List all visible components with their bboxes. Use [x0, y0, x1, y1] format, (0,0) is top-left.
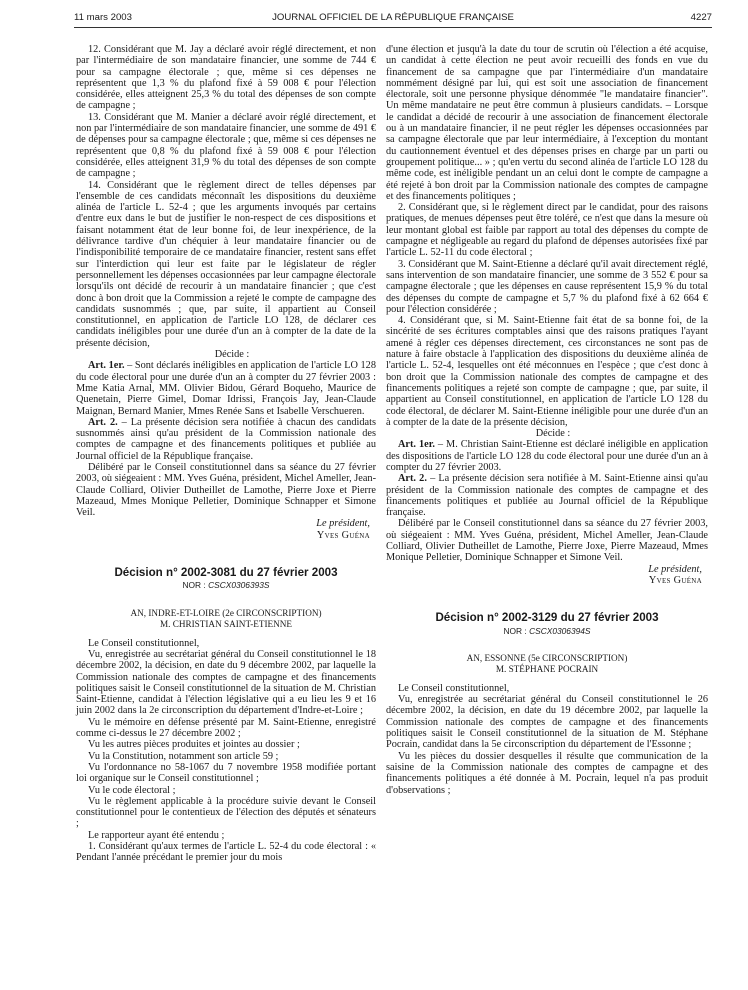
signature-title: Le président, [648, 563, 702, 575]
paragraph-continued: d'une élection et jusqu'à la date du tour de scrutin où l'élection a été acquise, un candidat à cette élection ne peut avoir recueilli des fonds en vue du financement de sa campagne que par l'intermédiaire d'un mandataire nommément désigné par lui, qui est soit une association de financement électorale, soit une personne physique dénommée "le mandataire financier". Un même mandataire ne peut être commun à plusieurs candidats. – Lorsque le candidat a décidé de recourir à une association de financement électorale ou à un mandataire financier, il ne peut régler les dépenses occasionnées par sa campagne électorale que par leur intermédiaire, à l'exception du montant du cautionnement éventuel et des dépenses prises en charge par un parti ou groupement politique... » ; qu'en vertu du second alinéa de l'article LO 128 du même code, est inéligible pendant un an celui dont le compte de campagne a été rejeté à bon droit par la Commission nationale des comptes de campagne et des financements politiques ; [386, 44, 708, 202]
body-paragraph: Vu le mémoire en défense présenté par M. Saint-Etienne, enregistré comme ci-dessus le 27 décembre 2002 ; [76, 716, 376, 740]
paragraph-2: 2. Considérant que, si le règlement direct par le candidat, pour des raisons pratiques, de menues dépenses peut être toléré, ce n'est que dans la mesure où leur montant global est faible par rapport au total des dépenses du compte de campagne et négligeable au regard du plafond de dépenses autorisées fixé par l'article L. 52-11 du code électoral ; [386, 202, 708, 259]
paragraph-4: 4. Considérant que, si M. Saint-Etienne fait état de sa bonne foi, de la sincérité de ses écritures comptables ainsi que des raisons pratiques l'ayant amené à régler ces dépenses directement, ces circonstances ne sont pas de nature à faire obstacle à l'application des dispositions du deuxième alinéa de l'article L. 52-4, lesquelles ont été méconnues en l'espèce ; que c'est donc à bon droit que la Commission nationale des comptes de campagne et des financements politiques a rejeté son compte de campagne ; que, par suite, il appartient au Conseil constitutionnel, en application de l'article LO 128 du code électoral, de déclarer M. Saint-Etienne inéligible pour une durée d'un an à compter de la date de la présente décision, [386, 315, 708, 428]
body-paragraph: Vu la Constitution, notamment son article 59 ; [88, 750, 279, 762]
article-1-text: – M. Christian Saint-Etienne est déclaré inéligible en application des dispositions de l'article LO 128 du code électoral pour une durée d'un an à compter du 27 février 2003. [386, 439, 708, 473]
paragraph-13: 13. Considérant que M. Manier a déclaré avoir réglé directement, et non par l'intermédiaire de son mandataire financier, une somme de 491 € de dépenses pour sa campagne électorale ; que, même si ces dépenses ne représentent que 0,8 % du plafond fixé à 59 008 € pour l'élection considérée, elles atteignent 31,9 % du total des dépenses de son compte de campagne ; [76, 111, 376, 180]
deliberation: Délibéré par le Conseil constitutionnel dans sa séance du 27 février 2003, où siégeaient : MM. Yves Guéna, président, Michel Ameller, Jean-Claude Colliard, Olivier Dutheillet de Lamothe, Pierre Joxe, Pierre Mazeaud, Mmes Monique Pelletier, Dominique Schnapper et Simone Veil. [386, 518, 708, 564]
nor-code: CSCX0306394S [529, 625, 591, 636]
decision-title: Décision n° 2002-3129 du 27 février 2003 [435, 611, 659, 625]
left-column [76, 44, 376, 864]
candidate-heading: M. CHRISTIAN SAINT-ETIENNE [159, 618, 293, 629]
nor-label: NOR : [182, 580, 209, 591]
body-paragraph: Vu le règlement applicable à la procédure suivie devant le Conseil constitutionnel pour le contentieux de l'élection des députés et sénateurs ; [76, 795, 376, 830]
body-paragraph: Vu l'ordonnance no 58-1067 du 7 novembre 1958 modifiée portant loi organique sur le Conseil constitutionnel ; [76, 761, 376, 785]
body-paragraph: Vu les pièces du dossier desquelles il résulte que communication de la saisine de la Commission nationale des comptes de campagne et des financements politiques a été donnée à M. Pocrain, lequel n'a pas produit d'observations ; [386, 750, 708, 796]
article-2 [386, 473, 708, 518]
article-2-label: Art. 2. [398, 473, 427, 485]
journal-title: JOURNAL OFFICIEL DE LA RÉPUBLIQUE FRANÇAISE [272, 12, 514, 23]
nor-code: CSCX0306393S [208, 580, 270, 591]
paragraph-14: 14. Considérant que le règlement direct de telles dépenses par l'ensemble de ces candidats méconnaît les dispositions du deuxième alinéa de l'article L. 52-4 ; que les arguments invoqués par certains d'entre eux dans le but de justifier le non-respect de ces dispositions et faisant notamment état de leur bonne foi, de leur inexpérience, de la délivrance tardive d'un chéquier à leur mandataire financier ou de l'indisponibilité temporaire de ce mandataire financier, restent sans effet sur l'interdiction qui leur est faite par le législateur de régler personnellement les dépenses occasionnées par leur campagne électorale lorsqu'ils ont décidé de recourir à un mandataire financier ; que c'est donc à bon droit que la Commission a rejeté le compte de campagne des candidats susnommés ; que, par suite, il appartient au Conseil constitutionnel, en application de l'article LO 128, de déclarer ces candidats inéligibles pour une durée d'un an à compter de la date de la présente décision, [76, 179, 376, 349]
decide-heading: Décide : [535, 428, 571, 440]
page-header [74, 12, 712, 28]
body-paragraph: Le Conseil constitutionnel, [398, 682, 510, 694]
article-2-text: – La présente décision sera notifiée à M. Saint-Etienne ainsi qu'au président de la Commission nationale des comptes de campagne et des financements politiques et publiée au Journal officiel de la République française. [386, 473, 708, 519]
body-paragraph: 1. Considérant qu'aux termes de l'article L. 52-4 du code électoral : « Pendant l'année précédant le premier jour du mois [76, 841, 376, 864]
page-number: 4227 [690, 12, 712, 23]
article-1 [386, 439, 708, 473]
body-paragraph: Vu, enregistrée au secrétariat général du Conseil constitutionnel le 26 décembre 2002, la décision, en date du 19 décembre 2002, par laquelle la Commission nationale des comptes de campagne et des financements politiques saisit le Conseil constitutionnel de la situation de M. Stéphane Pocrain, candidat dans la 5e circonscription du département de l'Essonne ; [386, 694, 708, 751]
nor-reference [386, 626, 708, 637]
body-paragraph: Vu le code électoral ; [88, 784, 176, 796]
nor-label: NOR : [503, 625, 530, 636]
decision-title: Décision n° 2002-3081 du 27 février 2003 [114, 566, 338, 580]
body-paragraph: Le Conseil constitutionnel, [88, 637, 200, 649]
signature-name: Yves Guéna [648, 574, 702, 586]
body-paragraph: Vu, enregistrée au secrétariat général du Conseil constitutionnel le 18 décembre 2002, la décision, en date du 9 décembre 2002, par laquelle la Commission nationale des comptes de campagne et des financements politiques saisit le Conseil constitutionnel de la situation de M. Christian Saint-Etienne, candidat à l'élection législative qui a eu lieu les 9 et 16 juin 2002 dans la 2e circonscription du département d'Indre-et-Loire ; [76, 648, 376, 717]
circonscription-heading: AN, ESSONNE (5e CIRCONSCRIPTION) [466, 652, 628, 663]
article-1-text: – Sont déclarés inéligibles en application de l'article LO 128 du code électoral pour une durée d'un an à compter du 27 février 2003 : Mme Katia Arnal, MM. Olivier Bidou, Gérard Boqueho, Maurice de Quenetain, Pierre Gimel, Domar Idrissi, François Jay, Jean-Claude Maignan, Bernard Manier, Mmes Renée Sans et Isabelle Verschueren. [76, 360, 376, 417]
article-1-label: Art. 1er. [398, 439, 435, 451]
right-column [386, 44, 708, 796]
deliberation: Délibéré par le Conseil constitutionnel dans sa séance du 27 février 2003, où siégeaient : MM. Yves Guéna, président, Michel Ameller, Jean-Claude Colliard, Olivier Dutheillet de Lamothe, Pierre Joxe et Pierre Mazeaud, Mmes Monique Pelletier, Dominique Schnapper et Simone Veil. [76, 461, 376, 519]
circonscription-heading: AN, INDRE-ET-LOIRE (2e CIRCONSCRIPTION) [130, 607, 322, 618]
article-2 [76, 417, 376, 462]
body-paragraph: Vu les autres pièces produites et jointes au dossier ; [88, 739, 300, 751]
article-2-label: Art. 2. [88, 416, 118, 428]
header-rule [74, 27, 712, 28]
body-paragraph: Le rapporteur ayant été entendu ; [88, 829, 225, 841]
header-date: 11 mars 2003 [74, 12, 132, 23]
signature-title: Le président, [316, 518, 370, 530]
article-1-label: Art. 1er. [88, 360, 125, 372]
candidate-heading: M. STÉPHANE POCRAIN [495, 663, 599, 674]
article-1 [76, 360, 376, 416]
paragraph-3: 3. Considérant que M. Saint-Etienne a déclaré qu'il avait directement réglé, sans intervention de son mandataire financier, une somme de 3 552 € pour sa campagne électorale ; que les dépenses en cause représentent 15,9 % du total des dépenses du compte de campagne et 5,7 % du plafond fixé à 62 664 € pour l'élection considérée ; [386, 258, 708, 315]
decide-heading: Décide : [214, 349, 250, 361]
article-2-text: – La présente décision sera notifiée à chacun des candidats susnommés ainsi qu'au président de la Commission nationale des comptes de campagne et des financements politiques et publiée au Journal officiel de la République française. [76, 416, 376, 462]
nor-reference [76, 580, 376, 591]
signature-name: Yves Guéna [316, 529, 370, 541]
paragraph-12: 12. Considérant que M. Jay a déclaré avoir réglé directement, et non par l'intermédiaire de son mandataire financier, une somme de 744 € pour sa campagne électorale ; que, même si ces dépenses ne représentent que 1,3 % du plafond fixé à 59 008 € pour l'élection considérée, elles atteignent 25,3 % du total des dépenses de son compte de campagne ; [76, 44, 376, 112]
